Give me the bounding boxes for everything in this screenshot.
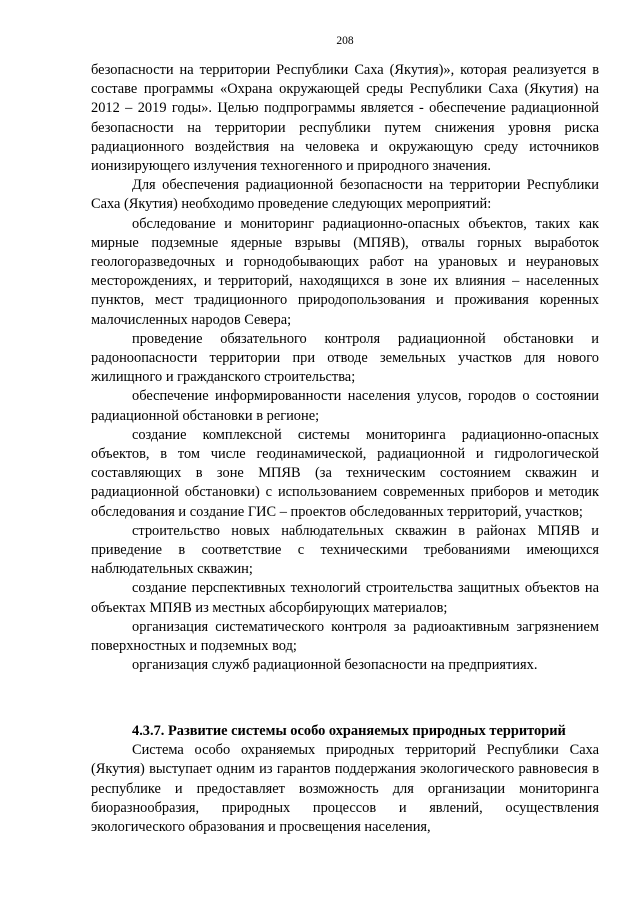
list-item-observation-wells: строительство новых наблюдательных скважин в районах МПЯВ и приведение в соответствие с техническими требованиями имеющихся наблюдательных скважин;	[91, 522, 599, 578]
body-text	[91, 61, 599, 676]
list-item-safety-services: организация служб радиационной безопасности на предприятиях.	[132, 657, 538, 674]
section-paragraph: Система особо охраняемых природных территорий Республики Саха (Якутия) выступает одним из гарантов поддержания экологического равновесия в республике и предоставляет возможность для организации мониторинга биоразнообразия, природных процессов и явлений, осуществления экологического образования и просвещения населения,	[91, 742, 599, 836]
list-item-mandatory-control: проведение обязательного контроля радиационной обстановки и радоноопасности территории при отводе земельных участков для нового жилищного и гражданского строительства;	[91, 330, 599, 386]
paragraph-measures-lead: Для обеспечения радиационной безопасности на территории Республики Саха (Якутия) необходимо проведение следующих мероприятий:	[91, 177, 599, 213]
page-number: 208	[336, 35, 354, 47]
section-protected-areas	[91, 722, 599, 837]
list-item-survey-monitoring: обследование и мониторинг радиационно-опасных объектов, таких как мирные подземные ядерные взрывы (МПЯВ), отвалы горных выработок геологоразведочных и горнодобывающих работ на урановых и неурановых месторождениях, и территорий, находящихся в зоне их влияния – населенных пунктов, мест традиционного природопользования и проживания коренных малочисленных народов Севера;	[91, 215, 599, 328]
section-heading: 4.3.7. Развитие системы особо охраняемых природных территорий	[132, 723, 566, 739]
list-item-public-awareness: обеспечение информированности населения улусов, городов о состоянии радиационной обстановки в регионе;	[91, 388, 599, 424]
paragraph-intro: безопасности на территории Республики Саха (Якутия)», которая реализуется в составе программы «Охрана окружающей среды Республики Саха (Якутия) на 2012 – 2019 годы». Целью подпрограммы является - обеспечение радиационной безопасности на территории республики путем снижения уровня риска радиационного воздействия на человека и окружающую среду источников ионизирующего излучения техногенного и природного значения.	[91, 62, 599, 175]
list-item-water-contamination-control: организация систематического контроля за радиоактивным загрязнением поверхностных и подземных вод;	[91, 618, 599, 655]
list-item-monitoring-system: создание комплексной системы мониторинга радиационно-опасных объектов, в том числе геодинамической, радиационной и гидрологической составляющих в зоне МПЯВ (за техническим состоянием скважин и радиационной обстановки) с использованием современных приборов и методик обследования и создание ГИС – проектов обследованных территорий, участков;	[91, 426, 599, 520]
list-item-protective-technologies: создание перспективных технологий строительства защитных объектов на объектах МПЯВ из местных абсорбирующих материалов;	[91, 580, 599, 616]
